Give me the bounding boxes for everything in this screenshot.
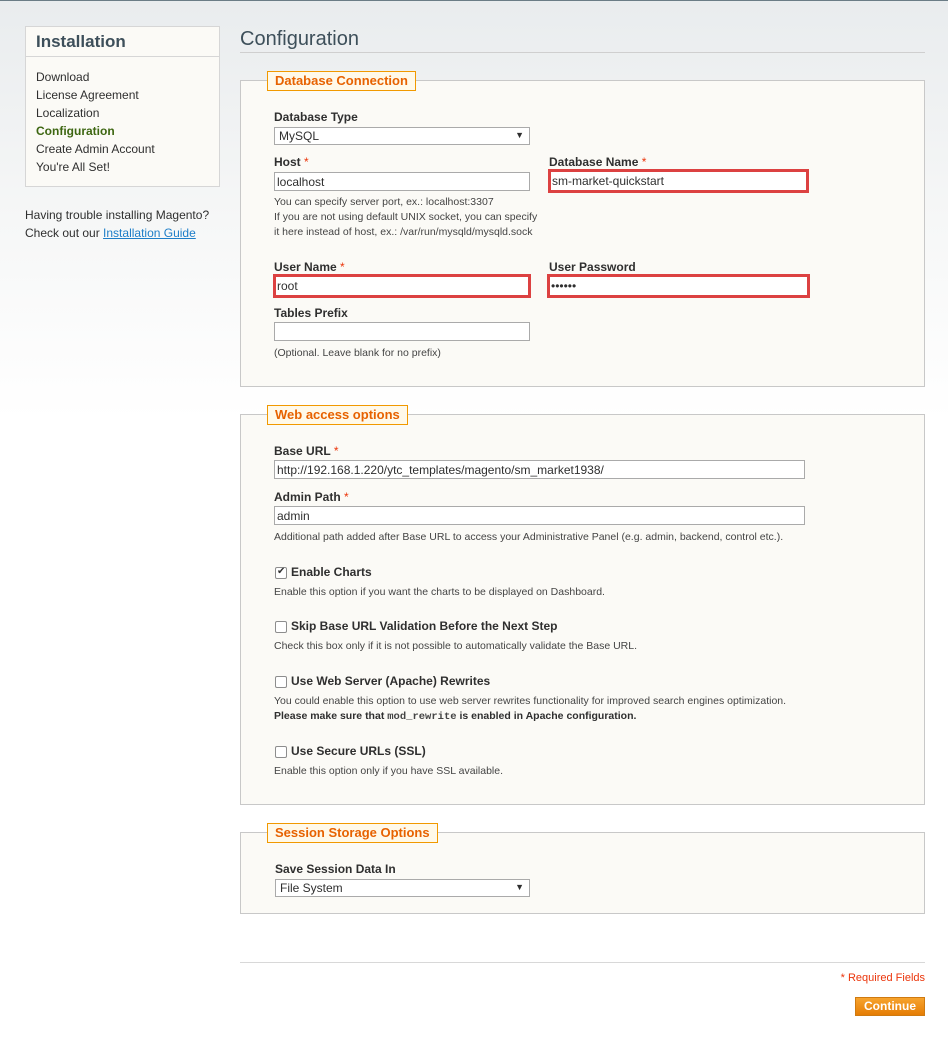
required-fields-note: * Required Fields (840, 972, 925, 984)
user-name-label (274, 260, 345, 274)
session-storage-select[interactable] (275, 879, 530, 897)
skip-validation-label: Skip Base URL Validation Before the Next Step (291, 619, 558, 633)
warning-text-b: is enabled in Apache configuration. (456, 710, 637, 722)
admin-path-note: Additional path added after Base URL to access your Administrative Panel (e.g. admin, backend, control etc.). (274, 531, 784, 543)
help-text (25, 206, 235, 242)
skip-validation-note: Check this box only if it is not possible to automatically validate the Base URL. (274, 640, 638, 652)
help-line-2 (25, 224, 235, 242)
web-access-legend: Web access options (267, 405, 408, 425)
install-steps-panel (25, 26, 220, 187)
chevron-down-icon: ▼ (515, 130, 524, 140)
host-input[interactable] (274, 172, 530, 191)
step-all-set: You're All Set! (36, 160, 110, 174)
web-rewrites-checkbox[interactable] (275, 676, 287, 688)
steps-list (26, 57, 219, 177)
step-download: Download (36, 70, 90, 84)
db-name-label-text: Database Name (549, 155, 639, 169)
sidebar-title: Installation (26, 27, 219, 57)
tables-prefix-label: Tables Prefix (274, 306, 348, 320)
required-mark: * (641, 155, 647, 169)
user-name-input[interactable] (273, 274, 531, 298)
database-connection-fieldset (240, 73, 925, 387)
db-type-value: MySQL (279, 129, 320, 143)
web-rewrites-note: You could enable this option to use web server rewrites functionality for improved search engines optimization. (274, 695, 787, 707)
required-mark: * (340, 260, 345, 274)
user-name-label-text: User Name (274, 260, 337, 274)
step-configuration: Configuration (36, 124, 115, 138)
db-name-label (549, 155, 646, 169)
base-url-label (274, 444, 338, 458)
base-url-input[interactable] (274, 460, 805, 479)
admin-path-label-text: Admin Path (274, 490, 341, 504)
step-admin-account: Create Admin Account (36, 142, 155, 156)
host-note: You can specify server port, ex.: localhost:3307 If you are not using default UNIX socket, you can specify it here instead of host, ex.: /var/run/mysqld/mysqld.sock (274, 196, 538, 238)
session-storage-legend: Session Storage Options (267, 823, 438, 843)
secure-urls-checkbox[interactable] (275, 746, 287, 758)
top-border (0, 0, 948, 1)
enable-charts-checkbox[interactable] (275, 567, 287, 579)
web-access-fieldset (240, 407, 925, 805)
title-divider (240, 52, 925, 53)
admin-path-label (274, 490, 349, 504)
warning-code: mod_rewrite (387, 711, 457, 723)
chevron-down-icon: ▼ (515, 882, 524, 892)
page-title: Configuration (240, 28, 359, 50)
skip-validation-checkbox[interactable] (275, 621, 287, 633)
help-line: Having trouble installing Magento? (25, 208, 210, 222)
db-type-label: Database Type (274, 110, 358, 124)
secure-urls-label: Use Secure URLs (SSL) (291, 744, 426, 758)
user-password-input[interactable] (547, 274, 810, 298)
tables-prefix-input[interactable] (274, 322, 530, 341)
session-storage-label: Save Session Data In (275, 862, 396, 876)
host-label (274, 155, 309, 169)
required-mark: * (333, 444, 339, 458)
session-storage-fieldset (240, 825, 925, 914)
step-license: License Agreement (36, 88, 139, 102)
web-rewrites-label: Use Web Server (Apache) Rewrites (291, 674, 491, 688)
db-name-input[interactable] (548, 169, 809, 193)
db-type-select[interactable] (274, 127, 530, 145)
enable-charts-label: Enable Charts (291, 565, 372, 579)
session-storage-value: File System (280, 881, 343, 895)
warning-text-a: Please make sure that (274, 710, 388, 722)
admin-path-input[interactable] (274, 506, 805, 525)
required-mark: * (304, 155, 309, 169)
enable-charts-note: Enable this option if you want the charts to be displayed on Dashboard. (274, 586, 605, 598)
installation-guide-link[interactable]: Installation Guide (103, 226, 196, 240)
base-url-label-text: Base URL (274, 444, 331, 458)
user-password-label: User Password (549, 260, 636, 274)
tables-prefix-note: (Optional. Leave blank for no prefix) (274, 347, 441, 359)
database-connection-legend: Database Connection (267, 71, 416, 91)
host-label-text: Host (274, 155, 301, 169)
web-rewrites-warning (274, 709, 636, 725)
footer-divider (240, 962, 925, 963)
continue-button[interactable]: Continue (855, 997, 925, 1016)
required-mark: * (344, 490, 349, 504)
help-prefix: Check out our (25, 226, 104, 240)
step-localization: Localization (36, 106, 100, 120)
secure-urls-note: Enable this option only if you have SSL available. (274, 765, 504, 777)
